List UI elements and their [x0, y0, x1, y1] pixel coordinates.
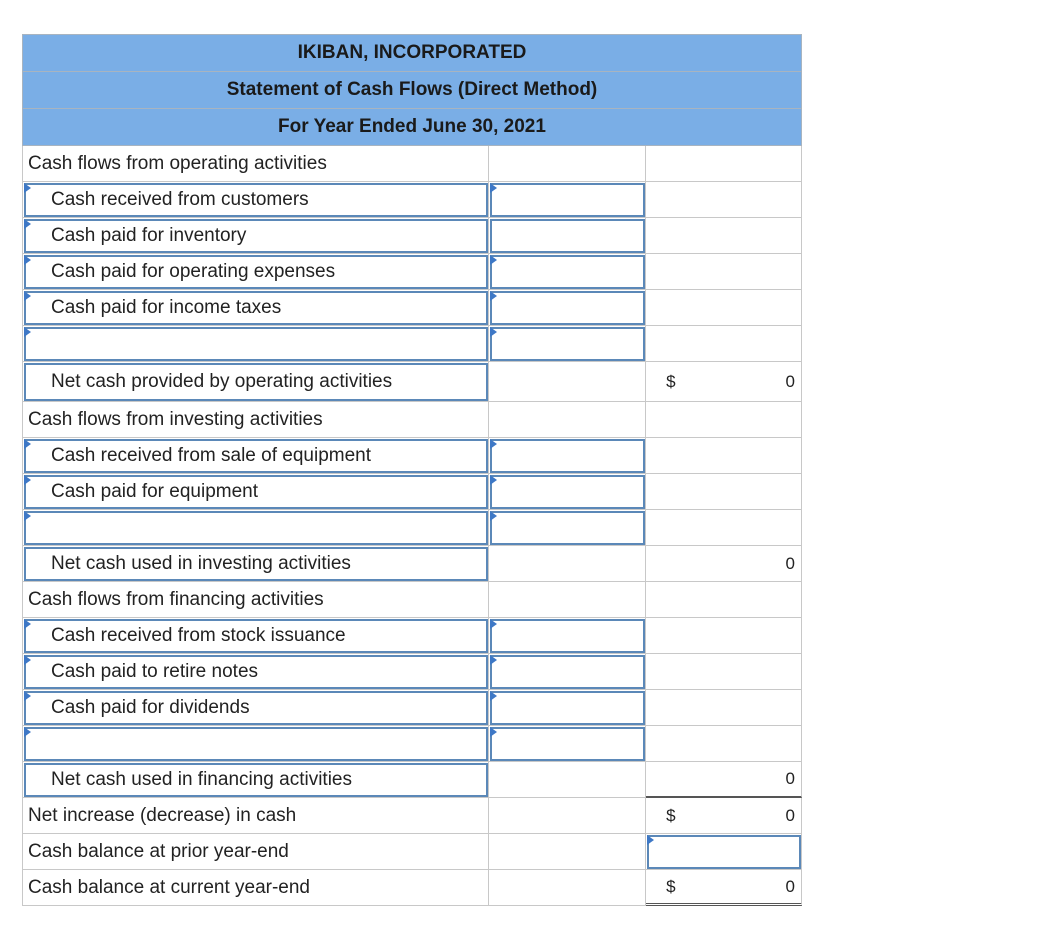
current-balance-label: Cash balance at current year-end: [23, 870, 489, 906]
prior-balance-label: Cash balance at prior year-end: [23, 834, 489, 870]
operating-item-label-field[interactable]: Cash paid for operating expenses: [23, 254, 489, 290]
financing-item-label-field[interactable]: Cash paid to retire notes: [23, 654, 489, 690]
empty-cell: [646, 582, 802, 618]
empty-cell: [646, 182, 802, 218]
operating-item-amount-field[interactable]: [489, 326, 646, 362]
net-investing-label: Net cash used in investing activities: [23, 546, 489, 582]
operating-item-amount-field[interactable]: [489, 218, 646, 254]
financing-heading: Cash flows from financing activities: [23, 582, 489, 618]
empty-cell: [646, 326, 802, 362]
operating-item-amount-field[interactable]: [489, 182, 646, 218]
financing-item-amount-field[interactable]: [489, 618, 646, 654]
empty-cell: [646, 690, 802, 726]
operating-item-amount-field[interactable]: [489, 290, 646, 326]
empty-cell: [489, 834, 646, 870]
table-row: [22, 690, 802, 726]
empty-cell: [646, 254, 802, 290]
table-row: [22, 474, 802, 510]
financing-item-amount-field[interactable]: [489, 690, 646, 726]
operating-item-amount-field[interactable]: [489, 254, 646, 290]
operating-item-label-field[interactable]: [23, 326, 489, 362]
investing-item-label-field[interactable]: Cash paid for equipment: [23, 474, 489, 510]
total-row: [22, 362, 802, 402]
net-change-value: 0: [785, 805, 795, 825]
net-change-total: [646, 798, 802, 834]
table-row: [22, 726, 802, 762]
empty-cell: [646, 726, 802, 762]
empty-cell: [489, 582, 646, 618]
table-row: [22, 182, 802, 218]
empty-cell: [646, 654, 802, 690]
empty-cell: [646, 510, 802, 546]
empty-cell: [489, 798, 646, 834]
currency-symbol: $: [666, 805, 676, 825]
section-row: [22, 146, 802, 182]
current-balance-total: [646, 870, 802, 906]
table-row: [22, 218, 802, 254]
summary-row: [22, 798, 802, 834]
financing-item-label-field[interactable]: [23, 726, 489, 762]
total-row: [22, 762, 802, 798]
prior-balance-field[interactable]: [646, 834, 802, 870]
summary-row: [22, 870, 802, 906]
section-row: [22, 402, 802, 438]
investing-item-label-field[interactable]: Cash received from sale of equipment: [23, 438, 489, 474]
section-row: [22, 582, 802, 618]
empty-cell: [646, 290, 802, 326]
net-change-label: Net increase (decrease) in cash: [23, 798, 489, 834]
total-row: [22, 546, 802, 582]
net-financing-total: [646, 762, 802, 798]
table-row: [22, 290, 802, 326]
table-row: [22, 326, 802, 362]
statement-period: For Year Ended June 30, 2021: [22, 108, 802, 146]
empty-cell: [489, 762, 646, 798]
operating-item-label-field[interactable]: Cash paid for inventory: [23, 218, 489, 254]
net-operating-value: 0: [785, 371, 795, 391]
statement-title: Statement of Cash Flows (Direct Method): [22, 71, 802, 108]
empty-cell: [646, 402, 802, 438]
table-row: [22, 618, 802, 654]
empty-cell: [489, 546, 646, 582]
financing-item-label-field[interactable]: Cash received from stock issuance: [23, 618, 489, 654]
table-row: [22, 654, 802, 690]
net-operating-label: Net cash provided by operating activities: [23, 362, 489, 402]
operating-heading: Cash flows from operating activities: [23, 146, 489, 182]
empty-cell: [489, 146, 646, 182]
net-financing-value: 0: [785, 769, 795, 788]
empty-cell: [646, 146, 802, 182]
empty-cell: [646, 474, 802, 510]
investing-item-label-field[interactable]: [23, 510, 489, 546]
company-name: IKIBAN, INCORPORATED: [22, 34, 802, 71]
financing-item-label-field[interactable]: Cash paid for dividends: [23, 690, 489, 726]
empty-cell: [489, 362, 646, 402]
empty-cell: [489, 402, 646, 438]
net-operating-total: [646, 362, 802, 402]
financing-item-amount-field[interactable]: [489, 654, 646, 690]
financing-item-amount-field[interactable]: [489, 726, 646, 762]
operating-item-label-field[interactable]: Cash paid for income taxes: [23, 290, 489, 326]
operating-item-label-field[interactable]: Cash received from customers: [23, 182, 489, 218]
currency-symbol: $: [666, 876, 676, 896]
investing-item-amount-field[interactable]: [489, 510, 646, 546]
currency-symbol: $: [666, 371, 676, 391]
empty-cell: [646, 218, 802, 254]
net-investing-total: [646, 546, 802, 582]
table-row: [22, 510, 802, 546]
table-row: [22, 254, 802, 290]
summary-row: [22, 834, 802, 870]
empty-cell: [646, 438, 802, 474]
cash-flow-statement: [22, 34, 802, 906]
current-balance-value: 0: [785, 876, 795, 896]
investing-item-amount-field[interactable]: [489, 438, 646, 474]
empty-cell: [646, 618, 802, 654]
table-row: [22, 438, 802, 474]
net-investing-value: 0: [785, 553, 795, 573]
empty-cell: [489, 870, 646, 906]
investing-heading: Cash flows from investing activities: [23, 402, 489, 438]
net-financing-label: Net cash used in financing activities: [23, 762, 489, 798]
investing-item-amount-field[interactable]: [489, 474, 646, 510]
